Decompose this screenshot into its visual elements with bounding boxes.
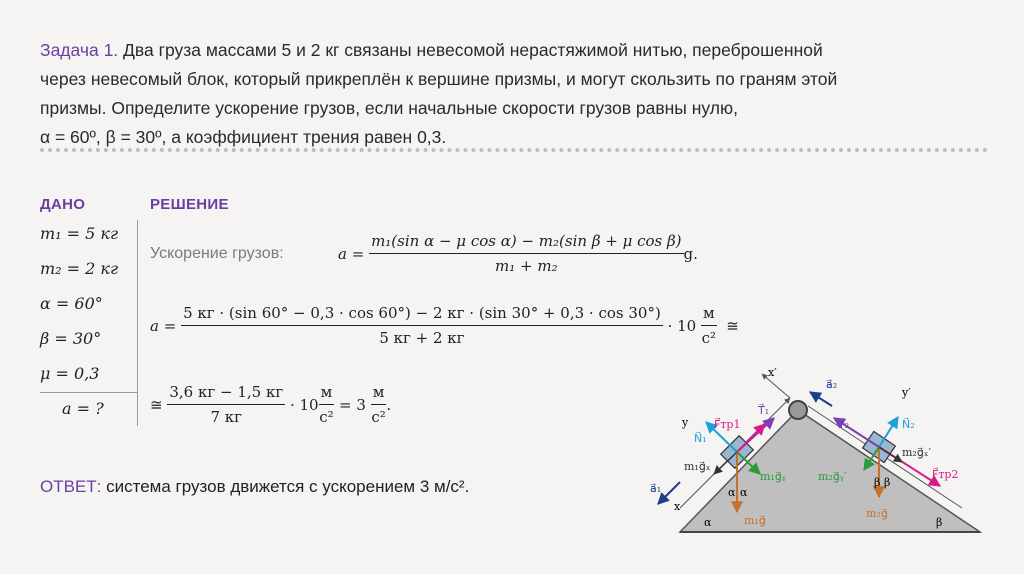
m1gy-label: m₁g⃗ᵧ	[760, 470, 786, 483]
m2g-label: m₂g⃗	[866, 507, 888, 520]
find-item: a = ?	[62, 399, 104, 418]
given-divider	[40, 392, 138, 393]
answer	[40, 477, 469, 497]
result-prefix: ≅	[150, 395, 163, 414]
problem-label: Задача 1.	[40, 40, 119, 60]
formula-numerator: m₁(sin α − μ cos α) − m₂(sin β + μ cos β)	[369, 232, 683, 254]
subst-approx: ≅	[726, 316, 739, 335]
a2-arrow	[810, 392, 832, 406]
subst-fraction	[181, 304, 663, 347]
m2gy-label: m₂g⃗ᵧ′	[818, 470, 847, 483]
alpha-angle-label-3: α	[740, 486, 748, 499]
answer-label: ОТВЕТ:	[40, 477, 102, 496]
solution-header: РЕШЕНИЕ	[150, 196, 229, 213]
given-item-mu: μ = 0,3	[40, 364, 100, 383]
y-axis-label: y	[682, 416, 689, 429]
a2-label: a⃗₂	[826, 378, 838, 391]
subst-unit-den: с²	[701, 329, 717, 347]
subst-mult: · 10	[667, 316, 697, 335]
result-numerator: 3,6 кг − 1,5 кг	[167, 383, 285, 405]
result-unit-1	[319, 383, 335, 426]
result-end: .	[386, 395, 392, 414]
x-axis-label: x	[674, 500, 681, 513]
subst-lhs: a =	[150, 316, 177, 335]
ffr1-label: F⃗тр1	[714, 418, 741, 431]
beta-angle-label-2: β	[874, 476, 881, 489]
result-unit-2-num: м	[371, 383, 387, 405]
beta-angle-label: β	[936, 516, 943, 529]
given-solution-separator	[137, 220, 138, 426]
given-item-m2: m₂ = 2 кг	[40, 259, 119, 278]
x-prime-label: x′	[768, 366, 777, 379]
given-item-m1: m₁ = 5 кг	[40, 224, 119, 243]
result-unit-1-num: м	[319, 383, 335, 405]
subst-numerator: 5 кг · (sin 60° − 0,3 · cos 60°) − 2 кг · (sin 30° + 0,3 · cos 30°)	[181, 304, 663, 326]
m2gx-label: m₂g⃗ₓ′	[902, 446, 931, 459]
m1g-label: m₁g⃗	[744, 514, 766, 527]
given-item-alpha: α = 60°	[40, 294, 103, 313]
y-prime-label: y′	[902, 386, 911, 399]
ffr2-label: F⃗тр2	[932, 468, 959, 481]
alpha-angle-label-2: α	[728, 486, 736, 499]
general-formula	[338, 232, 698, 275]
result-formula	[150, 383, 391, 426]
formula-tail: g.	[683, 244, 698, 263]
problem-line-4: α = 60º, β = 30º, а коэффициент трения равен 0,3.	[40, 127, 447, 147]
n2-label: N⃗₂	[902, 418, 915, 431]
pulley	[789, 401, 807, 419]
dotted-divider	[40, 148, 988, 152]
problem-line-1: Два груза массами 5 и 2 кг связаны невесомой нерастяжимой нитью, переброшенной	[123, 40, 823, 60]
answer-text: система грузов движется с ускорением 3 м/с².	[106, 477, 470, 496]
problem-line-3: призмы. Определите ускорение грузов, если начальные скорости грузов равны нулю,	[40, 98, 738, 118]
result-mult: · 10	[289, 395, 319, 414]
n1-label: N⃗₁	[694, 432, 707, 445]
substitution-formula	[150, 304, 739, 347]
formula-fraction	[369, 232, 683, 275]
subst-denominator: 5 кг + 2 кг	[379, 329, 465, 347]
a1-label: a⃗₁	[650, 482, 662, 495]
prism-diagram	[640, 362, 1024, 574]
problem-line-2: через невесомый блок, который прикреплён к вершине призмы, и могут скользить по граням этой	[40, 69, 838, 89]
problem-statement	[40, 36, 990, 152]
result-fraction	[167, 383, 285, 426]
given-item-beta: β = 30°	[40, 329, 102, 348]
t2-label: T⃗₂	[838, 418, 850, 431]
result-equals: = 3	[339, 395, 366, 414]
given-header: ДАНО	[40, 196, 86, 213]
result-unit-2	[371, 383, 387, 426]
subst-unit-num: м	[701, 304, 717, 326]
result-unit-2-den: с²	[371, 408, 386, 426]
alpha-angle-label: α	[704, 516, 712, 529]
m1gx-label: m₁g⃗ₓ	[684, 460, 711, 473]
formula-lhs: a =	[338, 244, 365, 263]
formula-denominator: m₁ + m₂	[495, 257, 558, 275]
result-unit-1-den: с²	[319, 408, 334, 426]
t1-label: T⃗₁	[758, 404, 770, 417]
beta-angle-label-3: β	[884, 476, 891, 489]
solution-label: Ускорение грузов:	[150, 245, 284, 262]
subst-unit	[701, 304, 717, 347]
result-denominator: 7 кг	[210, 408, 243, 426]
